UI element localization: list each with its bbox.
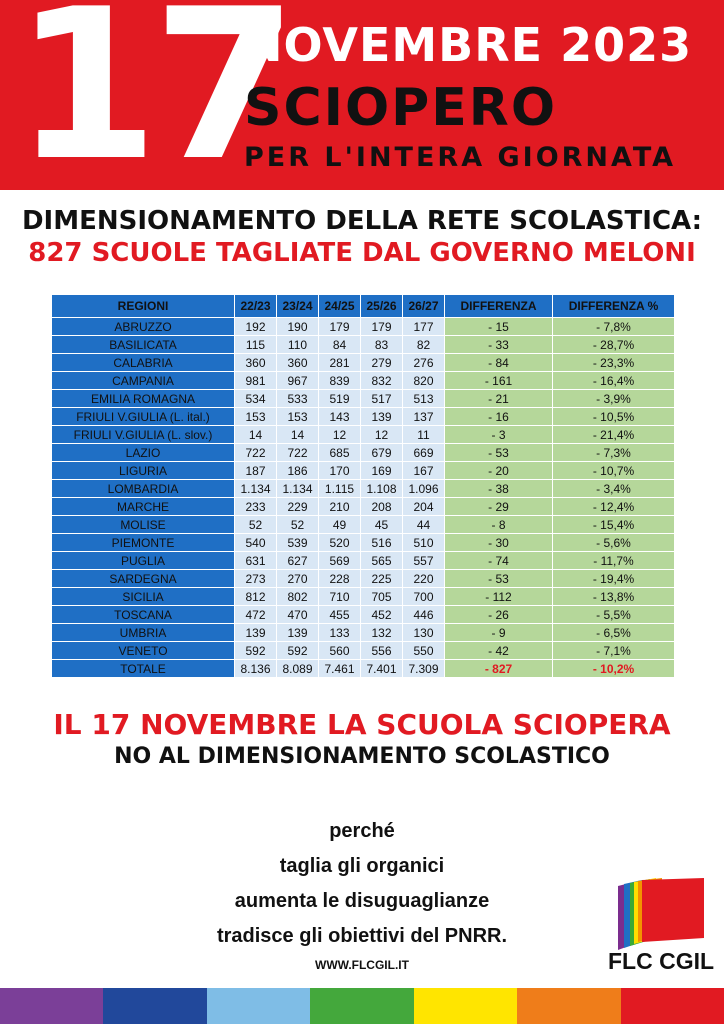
column-header: 22/23 [235, 295, 277, 318]
year-value-cell: 550 [403, 642, 445, 660]
year-value-cell: 177 [403, 318, 445, 336]
year-value-cell: 802 [277, 588, 319, 606]
table-row [52, 462, 675, 480]
year-value-cell: 539 [277, 534, 319, 552]
table-row [52, 660, 675, 678]
year-value-cell: 7.309 [403, 660, 445, 678]
year-value-cell: 281 [319, 354, 361, 372]
year-value-cell: 52 [277, 516, 319, 534]
color-stripe [207, 988, 310, 1024]
difference-cell: - 29 [445, 498, 553, 516]
year-value-cell: 115 [235, 336, 277, 354]
difference-cell: - 12,4% [553, 498, 675, 516]
region-cell: CALABRIA [52, 354, 235, 372]
table-row [52, 336, 675, 354]
year-value-cell: 208 [361, 498, 403, 516]
year-value-cell: 592 [277, 642, 319, 660]
year-value-cell: 139 [235, 624, 277, 642]
difference-cell: - 9 [445, 624, 553, 642]
table-row [52, 408, 675, 426]
year-value-cell: 360 [277, 354, 319, 372]
difference-cell: - 3,4% [553, 480, 675, 498]
year-value-cell: 540 [235, 534, 277, 552]
difference-cell: - 42 [445, 642, 553, 660]
difference-cell: - 53 [445, 570, 553, 588]
year-value-cell: 700 [403, 588, 445, 606]
region-cell: CAMPANIA [52, 372, 235, 390]
year-value-cell: 455 [319, 606, 361, 624]
difference-cell: - 161 [445, 372, 553, 390]
region-cell: EMILIA ROMAGNA [52, 390, 235, 408]
year-value-cell: 592 [235, 642, 277, 660]
year-value-cell: 517 [361, 390, 403, 408]
region-cell: ABRUZZO [52, 318, 235, 336]
year-value-cell: 143 [319, 408, 361, 426]
column-header: 26/27 [403, 295, 445, 318]
year-value-cell: 14 [277, 426, 319, 444]
year-value-cell: 516 [361, 534, 403, 552]
year-value-cell: 130 [403, 624, 445, 642]
year-value-cell: 8.089 [277, 660, 319, 678]
table-row [52, 624, 675, 642]
region-cell: FRIULI V.GIULIA (L. slov.) [52, 426, 235, 444]
year-value-cell: 360 [235, 354, 277, 372]
difference-cell: - 827 [445, 660, 553, 678]
table-row [52, 534, 675, 552]
year-value-cell: 565 [361, 552, 403, 570]
difference-cell: - 5,6% [553, 534, 675, 552]
year-value-cell: 510 [403, 534, 445, 552]
table-row [52, 606, 675, 624]
banner-month-year: NOVEMBRE 2023 [244, 18, 693, 72]
difference-cell: - 13,8% [553, 588, 675, 606]
year-value-cell: 7.461 [319, 660, 361, 678]
color-stripe [310, 988, 413, 1024]
reason-item: tradisce gli obiettivi del PNRR. [216, 925, 508, 947]
year-value-cell: 83 [361, 336, 403, 354]
year-value-cell: 519 [319, 390, 361, 408]
banner-subtitle: PER L'INTERA GIORNATA [244, 142, 677, 173]
year-value-cell: 1.134 [235, 480, 277, 498]
year-value-cell: 1.096 [403, 480, 445, 498]
website-link[interactable]: WWW.FLCGIL.IT [315, 958, 409, 972]
table-row [52, 480, 675, 498]
region-cell: VENETO [52, 642, 235, 660]
year-value-cell: 7.401 [361, 660, 403, 678]
difference-cell: - 84 [445, 354, 553, 372]
table-row [52, 516, 675, 534]
year-value-cell: 967 [277, 372, 319, 390]
year-value-cell: 452 [361, 606, 403, 624]
table-row [52, 390, 675, 408]
year-value-cell: 11 [403, 426, 445, 444]
year-value-cell: 229 [277, 498, 319, 516]
difference-cell: - 3,9% [553, 390, 675, 408]
region-cell: PIEMONTE [52, 534, 235, 552]
color-stripes [0, 988, 724, 1024]
column-header: DIFFERENZA % [553, 295, 675, 318]
year-value-cell: 8.136 [235, 660, 277, 678]
year-value-cell: 679 [361, 444, 403, 462]
region-cell: SARDEGNA [52, 570, 235, 588]
year-value-cell: 276 [403, 354, 445, 372]
year-value-cell: 472 [235, 606, 277, 624]
color-stripe [517, 988, 620, 1024]
difference-cell: - 10,5% [553, 408, 675, 426]
difference-cell: - 16 [445, 408, 553, 426]
region-cell: FRIULI V.GIULIA (L. ital.) [52, 408, 235, 426]
year-value-cell: 669 [403, 444, 445, 462]
difference-cell: - 26 [445, 606, 553, 624]
year-value-cell: 139 [277, 624, 319, 642]
color-stripe [621, 988, 724, 1024]
region-cell: MARCHE [52, 498, 235, 516]
region-cell: TOSCANA [52, 606, 235, 624]
year-value-cell: 722 [235, 444, 277, 462]
banner-strike: SCIOPERO [244, 78, 558, 138]
year-value-cell: 52 [235, 516, 277, 534]
banner-day: 17 [14, 0, 292, 190]
region-cell: LOMBARDIA [52, 480, 235, 498]
year-value-cell: 685 [319, 444, 361, 462]
difference-cell: - 21 [445, 390, 553, 408]
difference-cell: - 11,7% [553, 552, 675, 570]
difference-cell: - 38 [445, 480, 553, 498]
table-row [52, 372, 675, 390]
difference-cell: - 7,8% [553, 318, 675, 336]
year-value-cell: 14 [235, 426, 277, 444]
year-value-cell: 139 [361, 408, 403, 426]
region-cell: LAZIO [52, 444, 235, 462]
difference-cell: - 7,3% [553, 444, 675, 462]
reason-item: aumenta le disuguaglianze [234, 890, 490, 912]
table-row [52, 498, 675, 516]
year-value-cell: 170 [319, 462, 361, 480]
region-cell: TOTALE [52, 660, 235, 678]
difference-cell: - 28,7% [553, 336, 675, 354]
difference-cell: - 6,5% [553, 624, 675, 642]
year-value-cell: 1.115 [319, 480, 361, 498]
year-value-cell: 981 [235, 372, 277, 390]
schools-table [51, 294, 675, 678]
year-value-cell: 186 [277, 462, 319, 480]
column-header: REGIONI [52, 295, 235, 318]
headline-line1: DIMENSIONAMENTO DELLA RETE SCOLASTICA: [21, 206, 703, 236]
year-value-cell: 153 [235, 408, 277, 426]
table-row [52, 354, 675, 372]
year-value-cell: 187 [235, 462, 277, 480]
year-value-cell: 270 [277, 570, 319, 588]
difference-cell: - 5,5% [553, 606, 675, 624]
difference-cell: - 74 [445, 552, 553, 570]
region-cell: PUGLIA [52, 552, 235, 570]
year-value-cell: 557 [403, 552, 445, 570]
difference-cell: - 30 [445, 534, 553, 552]
year-value-cell: 153 [277, 408, 319, 426]
year-value-cell: 705 [361, 588, 403, 606]
difference-cell: - 19,4% [553, 570, 675, 588]
year-value-cell: 820 [403, 372, 445, 390]
year-value-cell: 167 [403, 462, 445, 480]
table-row [52, 318, 675, 336]
color-stripe [103, 988, 206, 1024]
year-value-cell: 190 [277, 318, 319, 336]
year-value-cell: 560 [319, 642, 361, 660]
region-cell: MOLISE [52, 516, 235, 534]
color-stripe [0, 988, 103, 1024]
year-value-cell: 225 [361, 570, 403, 588]
year-value-cell: 722 [277, 444, 319, 462]
year-value-cell: 220 [403, 570, 445, 588]
year-value-cell: 49 [319, 516, 361, 534]
slogan-line1: IL 17 NOVEMBRE LA SCUOLA SCIOPERA [53, 708, 671, 741]
year-value-cell: 273 [235, 570, 277, 588]
column-header: 24/25 [319, 295, 361, 318]
year-value-cell: 839 [319, 372, 361, 390]
table-row [52, 570, 675, 588]
top-banner [0, 0, 724, 190]
difference-cell: - 20 [445, 462, 553, 480]
difference-cell: - 10,7% [553, 462, 675, 480]
year-value-cell: 627 [277, 552, 319, 570]
year-value-cell: 82 [403, 336, 445, 354]
region-cell: SICILIA [52, 588, 235, 606]
difference-cell: - 3 [445, 426, 553, 444]
difference-cell: - 21,4% [553, 426, 675, 444]
year-value-cell: 569 [319, 552, 361, 570]
year-value-cell: 12 [361, 426, 403, 444]
reason-item: taglia gli organici [279, 855, 445, 877]
year-value-cell: 137 [403, 408, 445, 426]
year-value-cell: 812 [235, 588, 277, 606]
table-body [52, 318, 675, 678]
year-value-cell: 1.108 [361, 480, 403, 498]
table-header-row [52, 295, 675, 318]
year-value-cell: 192 [235, 318, 277, 336]
difference-cell: - 8 [445, 516, 553, 534]
year-value-cell: 179 [361, 318, 403, 336]
column-header: DIFFERENZA [445, 295, 553, 318]
headline-line2: 827 SCUOLE TAGLIATE DAL GOVERNO MELONI [28, 238, 696, 268]
year-value-cell: 210 [319, 498, 361, 516]
year-value-cell: 513 [403, 390, 445, 408]
year-value-cell: 133 [319, 624, 361, 642]
logo-text: FLC CGIL [608, 948, 715, 974]
reason-intro: perché [329, 820, 395, 842]
year-value-cell: 556 [361, 642, 403, 660]
column-header: 25/26 [361, 295, 403, 318]
table-row [52, 642, 675, 660]
difference-cell: - 10,2% [553, 660, 675, 678]
table-row [52, 426, 675, 444]
table-row [52, 444, 675, 462]
difference-cell: - 16,4% [553, 372, 675, 390]
region-cell: BASILICATA [52, 336, 235, 354]
year-value-cell: 12 [319, 426, 361, 444]
difference-cell: - 53 [445, 444, 553, 462]
year-value-cell: 44 [403, 516, 445, 534]
column-header: 23/24 [277, 295, 319, 318]
difference-cell: - 33 [445, 336, 553, 354]
year-value-cell: 470 [277, 606, 319, 624]
year-value-cell: 110 [277, 336, 319, 354]
year-value-cell: 710 [319, 588, 361, 606]
year-value-cell: 179 [319, 318, 361, 336]
table-row [52, 552, 675, 570]
year-value-cell: 631 [235, 552, 277, 570]
logo-flag-red [642, 878, 704, 942]
slogan-line2: NO AL DIMENSIONAMENTO SCOLASTICO [114, 744, 610, 769]
year-value-cell: 169 [361, 462, 403, 480]
year-value-cell: 534 [235, 390, 277, 408]
year-value-cell: 832 [361, 372, 403, 390]
difference-cell: - 23,3% [553, 354, 675, 372]
year-value-cell: 132 [361, 624, 403, 642]
year-value-cell: 446 [403, 606, 445, 624]
year-value-cell: 204 [403, 498, 445, 516]
year-value-cell: 233 [235, 498, 277, 516]
year-value-cell: 45 [361, 516, 403, 534]
region-cell: UMBRIA [52, 624, 235, 642]
region-cell: LIGURIA [52, 462, 235, 480]
year-value-cell: 533 [277, 390, 319, 408]
table-row [52, 588, 675, 606]
color-stripe [414, 988, 517, 1024]
year-value-cell: 228 [319, 570, 361, 588]
difference-cell: - 15 [445, 318, 553, 336]
difference-cell: - 7,1% [553, 642, 675, 660]
year-value-cell: 84 [319, 336, 361, 354]
year-value-cell: 1.134 [277, 480, 319, 498]
year-value-cell: 279 [361, 354, 403, 372]
difference-cell: - 15,4% [553, 516, 675, 534]
year-value-cell: 520 [319, 534, 361, 552]
difference-cell: - 112 [445, 588, 553, 606]
